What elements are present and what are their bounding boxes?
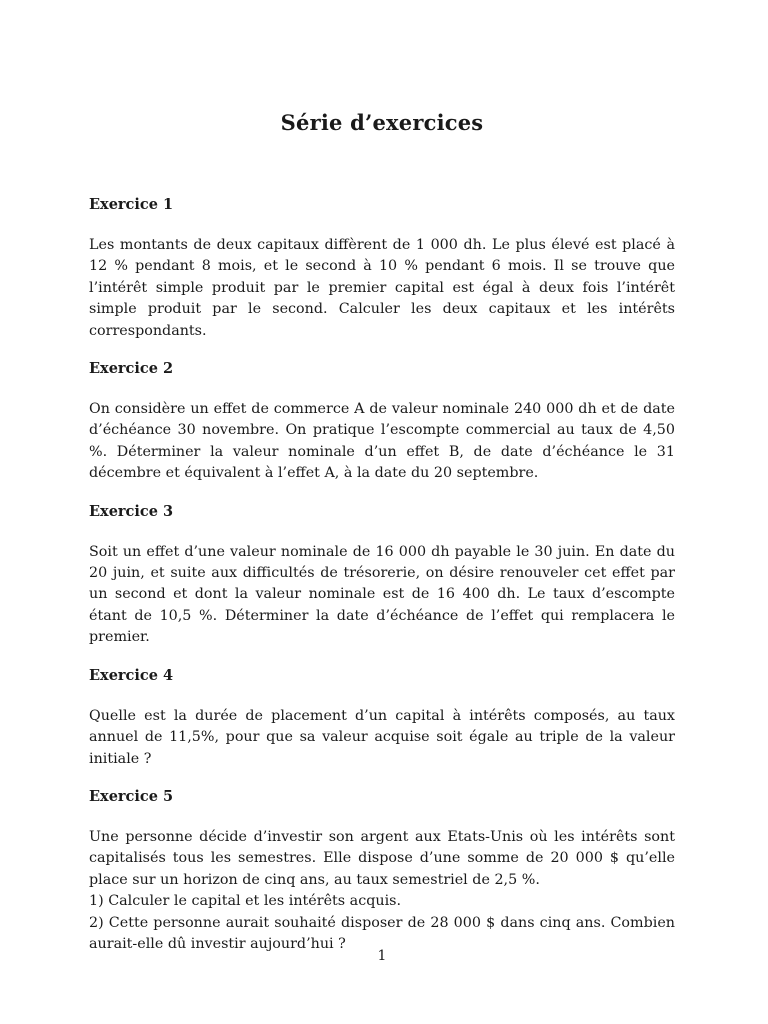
exercise-list	[89, 195, 675, 972]
exercise-body	[89, 706, 675, 770]
exercise-paragraph: On considère un effet de commerce A de valeur nominale 240 000 dh et de date d’échéance 30 novembre. On pratique l’escompte commercial au taux de 4,50 %. Déterminer la valeur nominale d’un effet B, de date d’échéance le 31 décembre et équivalent à l’effet A, à la date du 20 septembre.	[89, 401, 675, 482]
exercise-2	[89, 359, 675, 485]
exercise-paragraph: Quelle est la durée de placement d’un capital à intérêts composés, au taux annuel de 11,5%, pour que sa valeur acquise soit égale au triple de la valeur initiale ?	[89, 707, 675, 767]
exercise-heading: Exercice 5	[89, 787, 174, 805]
exercise-question-2: 2) Cette personne aurait souhaité disposer de 28 000 $ dans cinq ans. Combien aurait-elle dû investir aujourd’hui ?	[89, 914, 675, 952]
exercise-body	[89, 399, 675, 485]
exercise-body	[89, 827, 675, 955]
exercise-4	[89, 666, 675, 770]
exercise-body	[89, 235, 675, 342]
exercise-question-1: 1) Calculer le capital et les intérêts acquis.	[89, 893, 402, 910]
exercise-heading: Exercice 4	[89, 666, 174, 684]
exercise-heading: Exercice 3	[89, 502, 174, 520]
document-title: Série d’exercices	[280, 110, 484, 135]
exercise-paragraph: Soit un effet d’une valeur nominale de 16 000 dh payable le 30 juin. En date du 20 juin, et suite aux difficultés de trésorerie, on désire renouveler cet effet par un second et dont la valeur nominale est de 16 400 dh. Le taux d’escompte étant de 10,5 %. Déterminer la date d’échéance de l’effet qui remplacera le premier.	[89, 543, 675, 646]
exercise-paragraph: Les montants de deux capitaux diffèrent de 1 000 dh. Le plus élevé est placé à 12 % pendant 8 mois, et le second à 10 % pendant 6 mois. Il se trouve que l’intérêt simple produit par le premier capital est égal à deux fois l’intérêt simple produit par le second. Calculer les deux capitaux et les intérêts correspondants.	[89, 237, 675, 339]
exercise-3	[89, 502, 675, 649]
exercise-5	[89, 787, 675, 955]
exercise-heading: Exercice 1	[89, 196, 174, 213]
exercise-paragraph: Une personne décide d’investir son argent aux Etats-Unis où les intérêts sont capitalisés tous les semestres. Elle dispose d’une somme de 20 000 $ qu’elle place sur un horizon de cinq ans, au taux semestriel de 2,5 %.	[89, 828, 675, 888]
document-page	[89, 0, 675, 1024]
exercise-heading: Exercice 2	[89, 360, 174, 378]
page-number: 1	[377, 948, 387, 964]
exercise-body	[89, 542, 675, 649]
exercise-1	[89, 195, 675, 342]
